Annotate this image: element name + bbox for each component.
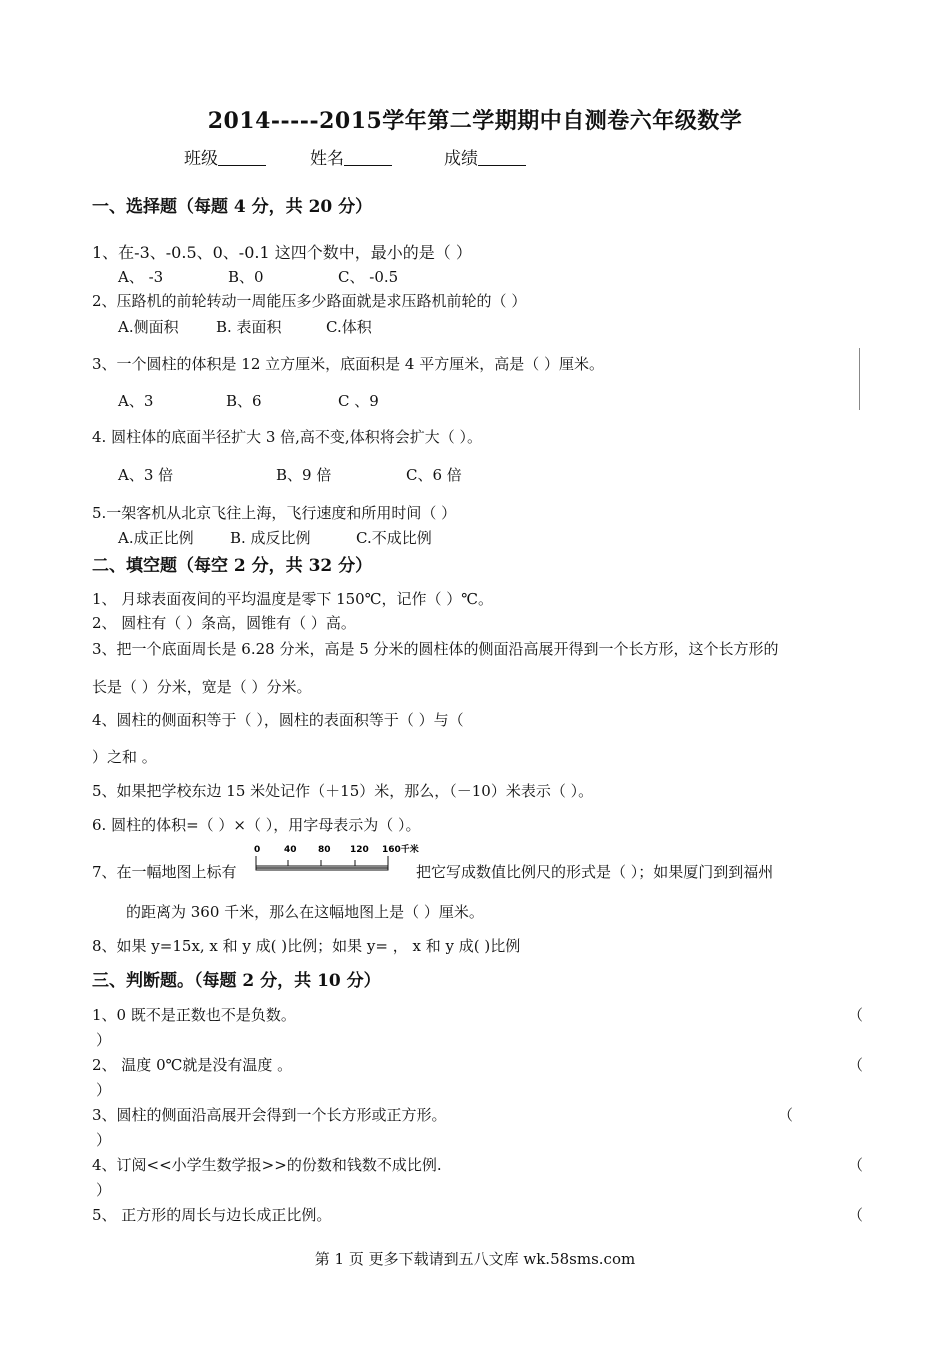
- fill-q7-start: 7、在一幅地图上标有: [92, 863, 237, 881]
- judge-q3: 3、圆柱的侧面沿高展开会得到一个长方形或正方形。: [92, 1106, 447, 1124]
- name-label: 姓名: [310, 149, 344, 169]
- map-scale-bar: [252, 840, 419, 880]
- judge-q5: 5、 正方形的周长与边长成正比例。: [92, 1206, 332, 1224]
- choice-q1-option-b: B、0: [228, 268, 264, 286]
- fill-q3-line1: 3、把一个底面周长是 6.28 分米，高是 5 分米的圆柱体的侧面沿高展开得到一个长方形，这个长方形的: [92, 640, 779, 658]
- judge-q1-close-paren: ）: [96, 1031, 112, 1049]
- choice-q3-option-b: B、6: [226, 392, 262, 410]
- scale-tick-label: 40: [284, 845, 297, 855]
- name-field: [310, 144, 392, 169]
- score-label: 成绩: [444, 149, 478, 169]
- score-blank: [478, 147, 526, 166]
- judge-q2: 2、 温度 0℃就是没有温度 。: [92, 1056, 293, 1074]
- fill-q8: 8、如果 y=15x, x 和 y 成( )比例；如果 y= ， x 和 y 成( )比例: [92, 937, 521, 955]
- class-label: 班级: [184, 149, 218, 169]
- choice-q1: 1、在-3、-0.5、0、-0.1 这四个数中，最小的是（ ）: [92, 243, 472, 262]
- choice-q4-option-c: C、6 倍: [406, 466, 462, 484]
- scale-tick-label: 80: [318, 845, 331, 855]
- judge-q2-open-paren: （: [848, 1056, 864, 1074]
- judge-q4-close-paren: ）: [96, 1181, 112, 1199]
- fill-q7-end: 把它写成数值比例尺的形式是（ ）；如果厦门到到福州: [416, 863, 774, 881]
- name-blank: [344, 147, 392, 166]
- choice-q4-option-a: A、3 倍: [118, 466, 174, 484]
- class-blank: [218, 147, 266, 166]
- fill-q2: 2、 圆柱有（ ）条高，圆锥有（ ）高。: [92, 614, 356, 632]
- judge-q3-open-paren: （: [778, 1106, 794, 1124]
- choice-q3-option-c: C 、9: [338, 392, 379, 410]
- scale-tick-label: 120: [350, 845, 369, 855]
- fill-q7-line2: 的距离为 360 千米，那么在这幅地图上是（ ）厘米。: [126, 903, 484, 921]
- choice-q1-option-c: C、 -0.5: [338, 268, 399, 286]
- judge-q1-open-paren: （: [848, 1006, 864, 1024]
- judge-q5-open-paren: （: [848, 1206, 864, 1224]
- choice-q2-option-c: C.体积: [326, 318, 372, 336]
- choice-q2-option-a: A.侧面积: [118, 318, 179, 336]
- judge-q3-close-paren: ）: [96, 1131, 112, 1149]
- fill-q4-line2: ）之和 。: [92, 748, 157, 766]
- fill-q3-line2: 长是（ ）分米，宽是（ ）分米。: [92, 678, 312, 696]
- choice-q5-option-b: B. 成反比例: [230, 529, 311, 547]
- page-footer: 第 1 页 更多下载请到五八文库 wk.58sms.com: [314, 1250, 636, 1268]
- choice-q4-option-b: B、9 倍: [276, 466, 332, 484]
- choice-q2-option-b: B. 表面积: [216, 318, 282, 336]
- section-choice-heading: 一、选择题（每题 4 分，共 20 分）: [92, 197, 373, 217]
- choice-q1-option-a: A、 -3: [118, 268, 164, 286]
- judge-q2-close-paren: ）: [96, 1081, 112, 1099]
- fill-q5: 5、如果把学校东边 15 米处记作（＋15）米，那么，（－10）米表示（ ）。: [92, 782, 594, 800]
- fill-q6: 6. 圆柱的体积=（ ）×（ ），用字母表示为（ ）。: [92, 816, 421, 834]
- score-field: [444, 144, 526, 169]
- section-judge-heading: 三、判断题。（每题 2 分，共 10 分）: [92, 971, 381, 991]
- scale-tick-label: 0: [254, 845, 261, 855]
- choice-q4: 4. 圆柱体的底面半径扩大 3 倍,高不变,体积将会扩大（ ）。: [92, 428, 482, 446]
- choice-q5-option-c: C.不成比例: [356, 529, 432, 547]
- page-title: 2014-----2015学年第二学期期中自测卷六年级数学: [207, 108, 743, 134]
- class-field: [184, 144, 266, 169]
- judge-q4: 4、订阅<<小学生数学报>>的份数和钱数不成比例.: [92, 1156, 442, 1174]
- choice-q5: 5.一架客机从北京飞往上海，飞行速度和所用时间（ ）: [92, 504, 457, 522]
- scale-tick-label: 160千米: [382, 845, 419, 855]
- choice-q5-option-a: A.成正比例: [118, 529, 194, 547]
- choice-q3-option-a: A、3: [118, 392, 154, 410]
- choice-q2: 2、压路机的前轮转动一周能压多少路面就是求压路机前轮的（ ）: [92, 292, 527, 310]
- choice-q3: 3、一个圆柱的体积是 12 立方厘米，底面积是 4 平方厘米，高是（ ）厘米。: [92, 355, 605, 373]
- section-fill-heading: 二、填空题（每空 2 分，共 32 分）: [92, 556, 373, 576]
- margin-rule: [859, 348, 860, 410]
- judge-q1: 1、0 既不是正数也不是负数。: [92, 1006, 296, 1024]
- judge-q4-open-paren: （: [848, 1156, 864, 1174]
- fill-q4-line1: 4、圆柱的侧面积等于（ ），圆柱的表面积等于（ ）与（: [92, 711, 464, 729]
- fill-q1: 1、 月球表面夜间的平均温度是零下 150℃，记作（ ）℃。: [92, 590, 494, 608]
